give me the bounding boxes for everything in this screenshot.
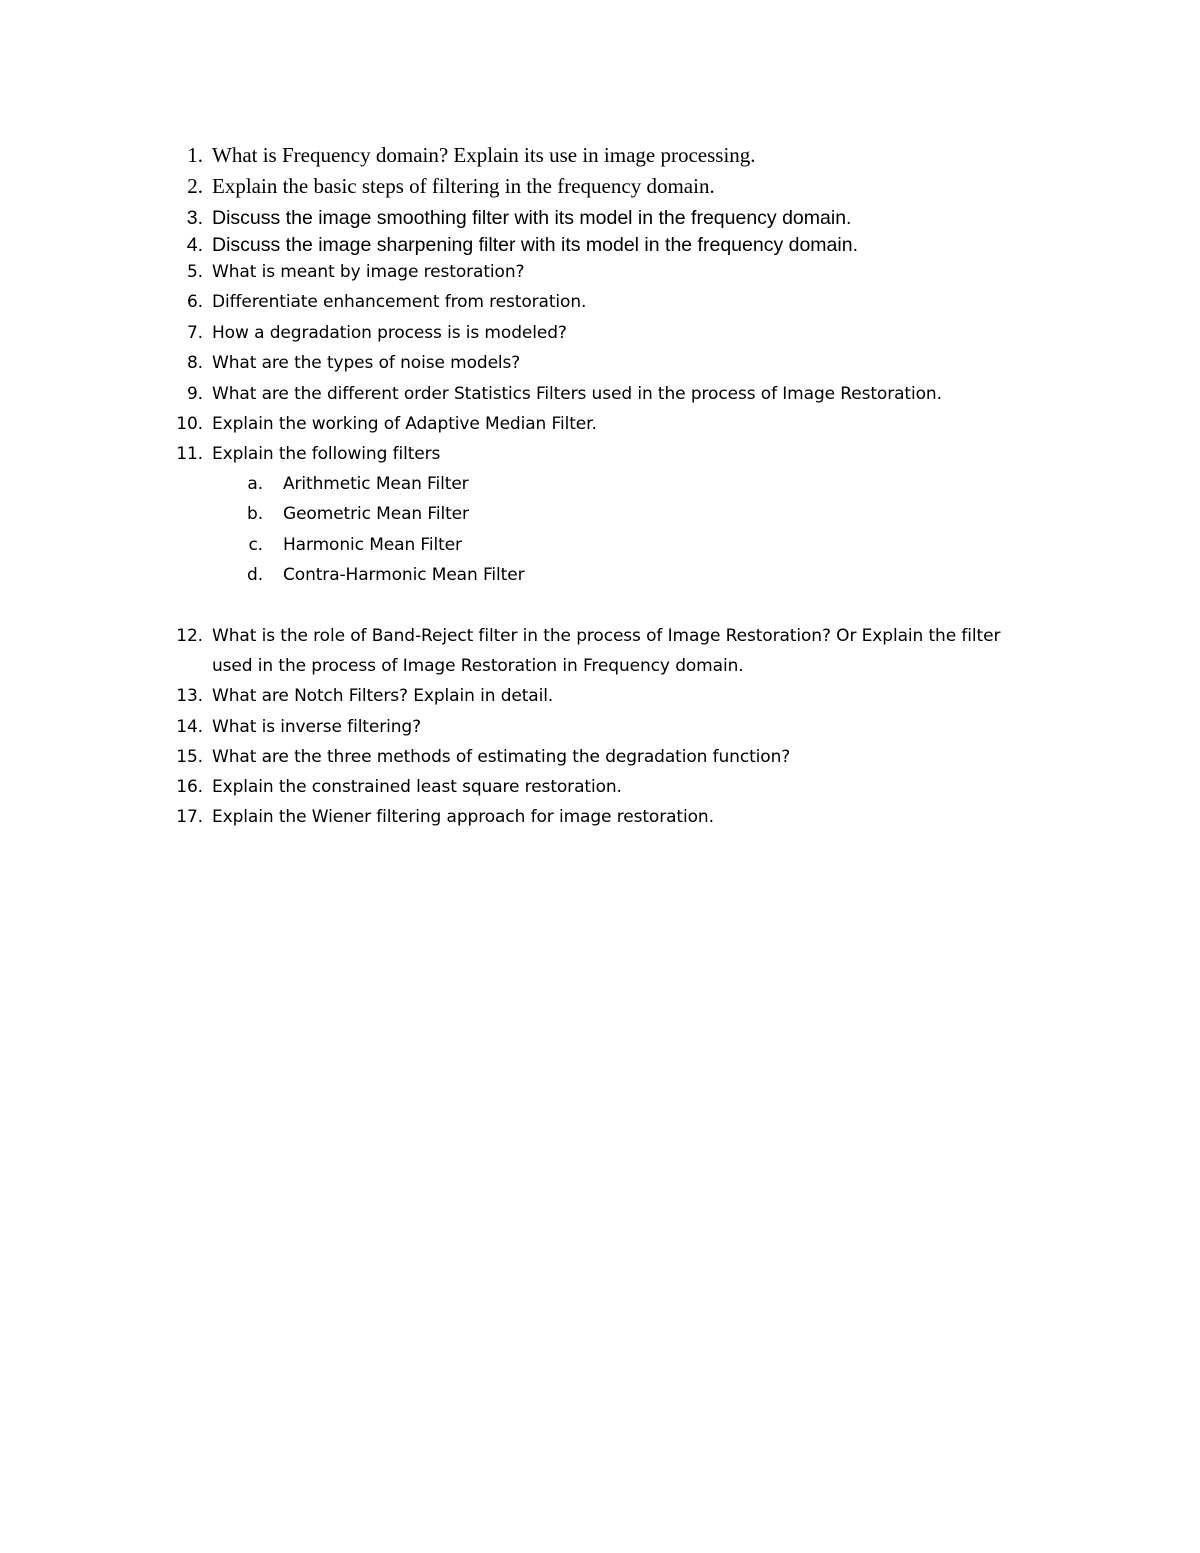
question-number: 4.	[186, 234, 203, 256]
question-text: Explain the following filters	[212, 444, 441, 464]
question-number: 12.	[176, 626, 203, 646]
question-number: 1.	[187, 143, 203, 167]
question-number: 6.	[186, 292, 203, 312]
question-number: 8.	[186, 353, 203, 373]
question-text: Differentiate enhancement from restoration.	[212, 292, 587, 312]
question-text: Discuss the image smoothing filter with its model in the frequency domain.	[212, 207, 852, 229]
subitem-text: Geometric Mean Filter	[283, 504, 469, 524]
question-number: 17.	[176, 807, 203, 827]
question-text: What is the role of Band-Reject filter in the process of Image Restoration? Or Explain the filter	[212, 626, 1001, 646]
question-number: 16.	[176, 777, 203, 797]
question-number: 2.	[187, 174, 203, 198]
question-text: What are the three methods of estimating the degradation function?	[212, 747, 791, 767]
subitem-text: Harmonic Mean Filter	[283, 535, 462, 555]
question-number: 5.	[186, 262, 203, 282]
question-number: 13.	[176, 686, 203, 706]
question-number: 7.	[186, 323, 203, 343]
question-number: 9.	[186, 384, 203, 404]
question-text: Explain the basic steps of filtering in the frequency domain.	[212, 174, 715, 198]
question-text: How a degradation process is is modeled?	[212, 323, 567, 343]
question-text: What are Notch Filters? Explain in detail.	[212, 686, 554, 706]
subitem-letter: b.	[247, 504, 263, 524]
question-text: What is inverse filtering?	[212, 717, 422, 737]
question-text: Explain the constrained least square restoration.	[212, 777, 622, 797]
question-number: 10.	[176, 414, 203, 434]
question-text: Discuss the image sharpening filter with its model in the frequency domain.	[212, 234, 858, 256]
subitem-text: Arithmetic Mean Filter	[283, 474, 469, 494]
subitem-letter: c.	[248, 535, 263, 555]
question-text: What is Frequency domain? Explain its use in image processing.	[212, 143, 756, 167]
question-text: What are the different order Statistics Filters used in the process of Image Restoration.	[212, 384, 942, 404]
question-text: What are the types of noise models?	[212, 353, 521, 373]
question-text: Explain the working of Adaptive Median Filter.	[212, 414, 597, 434]
question-number: 14.	[176, 717, 203, 737]
subitem-text: Contra-Harmonic Mean Filter	[283, 565, 525, 585]
question-text: What is meant by image restoration?	[212, 262, 525, 282]
question-number: 11.	[176, 444, 203, 464]
subitem-letter: a.	[247, 474, 263, 494]
question-number: 3.	[186, 207, 203, 229]
subitem-letter: d.	[247, 565, 263, 585]
question-text-continuation: used in the process of Image Restoration in Frequency domain.	[212, 656, 744, 676]
question-text: Explain the Wiener filtering approach for image restoration.	[212, 807, 714, 827]
question-number: 15.	[176, 747, 203, 767]
